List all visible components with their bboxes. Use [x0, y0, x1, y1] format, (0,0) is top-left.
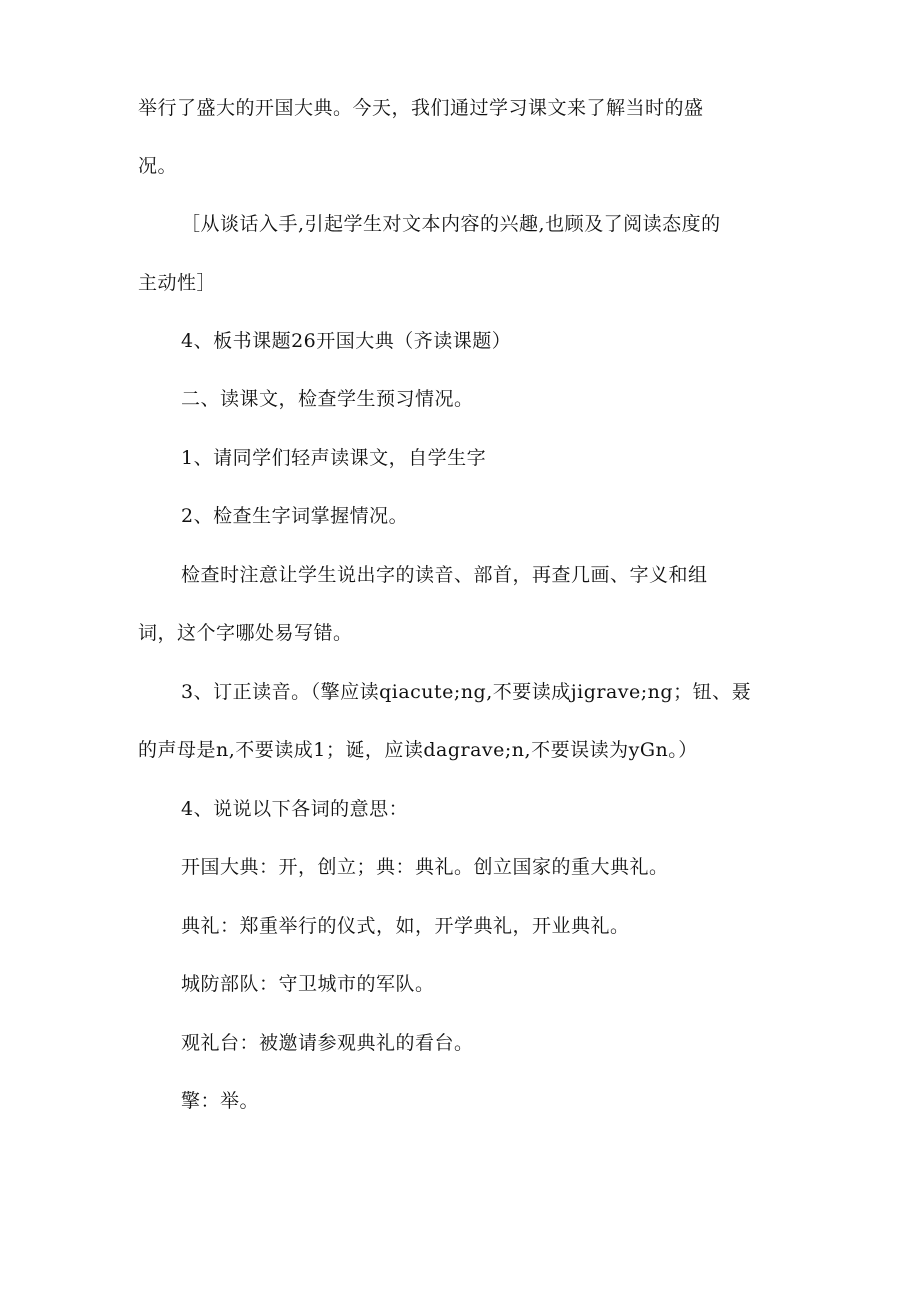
step-item: 2、检查生字词掌握情况。: [181, 505, 409, 527]
step-item: 4、说说以下各词的意思：: [181, 798, 409, 820]
definition-line: 城防部队：守卫城市的军队。: [181, 973, 435, 995]
paragraph-line: 举行了盛大的开国大典。今天，我们通过学习课文来了解当时的盛: [138, 97, 704, 119]
definition-line: 典礼：郑重举行的仪式，如，开学典礼，开业典礼。: [181, 915, 630, 937]
paragraph-line: 况。: [138, 155, 178, 177]
paragraph-line: 检查时注意让学生说出字的读音、部首，再查几画、字义和组: [181, 564, 708, 586]
step-item: 1、请同学们轻声读课文，自学生字: [181, 447, 487, 469]
definition-line: 开国大典：开，创立；典：典礼。创立国家的重大典礼。: [181, 856, 669, 878]
paragraph-line: 词，这个字哪处易写错。: [138, 622, 353, 644]
annotation-line: ［从谈话入手,引起学生对文本内容的兴趣,也顾及了阅读态度的: [181, 213, 721, 235]
step-item: 3、订正读音。（擎应读qiacute;ng,不要读成jigrave;ng；钮、聂: [181, 681, 752, 703]
step-heading: 4、板书课题26开国大典（齐读课题）: [181, 330, 512, 352]
definition-line: 观礼台：被邀请参观典礼的看台。: [181, 1032, 474, 1054]
definition-line: 擎：举。: [181, 1090, 260, 1112]
annotation-line: 主动性］: [138, 272, 217, 294]
section-heading: 二、读课文，检查学生预习情况。: [181, 388, 474, 410]
paragraph-line: 的声母是n,不要读成1；诞，应读dagrave;n,不要误读为yGn。）: [138, 739, 698, 761]
